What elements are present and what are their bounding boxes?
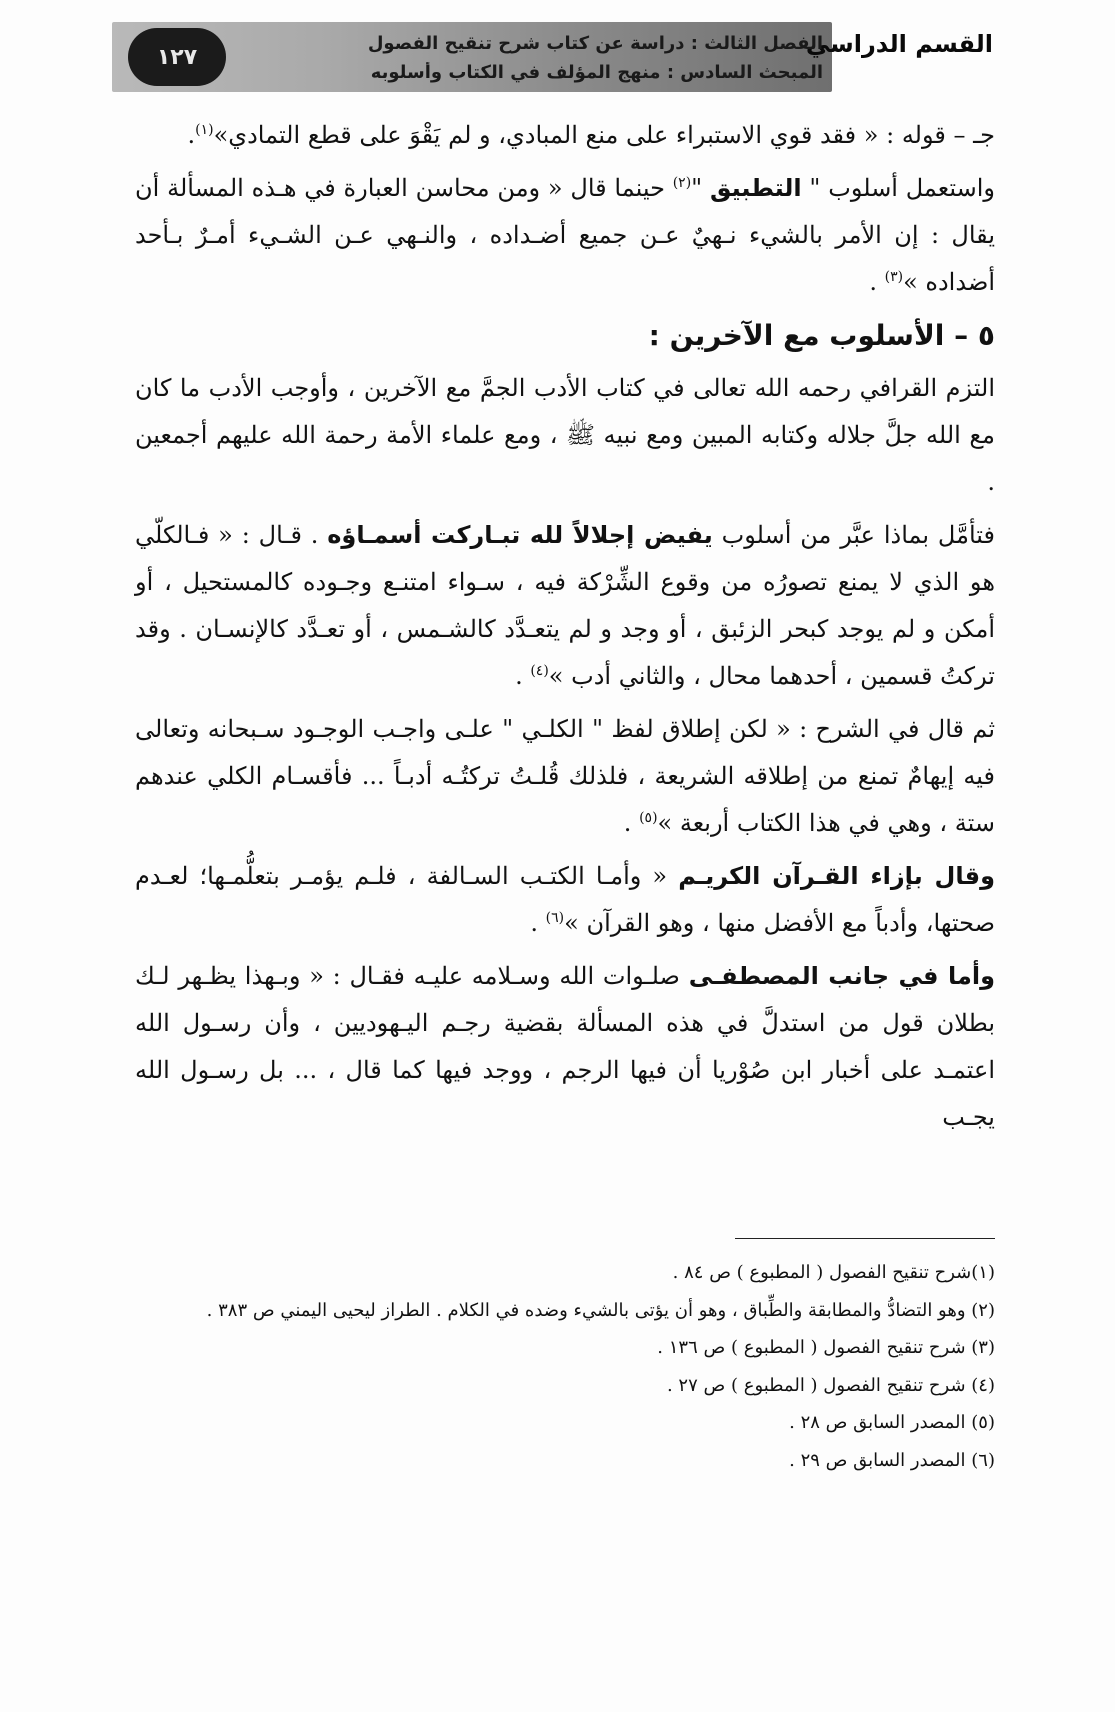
paragraph-text: واستعمل أسلوب " <box>801 174 995 202</box>
paragraph-adab <box>135 365 995 506</box>
paragraph-text: " <box>691 174 710 202</box>
paragraph-sharh <box>135 706 995 847</box>
footnote-ref: (٣) <box>884 269 904 285</box>
paragraph-text: جـ – قوله : « فقد قوي الاستبراء على منع المبادي، و لم يَقْوَ على قطع التمادي» <box>213 121 995 149</box>
paragraph-mustafa <box>135 953 995 1141</box>
bold-term: التطبيق <box>710 174 802 202</box>
paragraph-end: . <box>515 662 531 690</box>
paragraph-text: . قـال : « فـالكلّي هو الذي لا يمنع تصورُه من وقوع الشِّرْكة فيه ، سـواء امتنـع وجـوده كالمستحيل ، أو أمكن و لم يوجد كبحر الزئبق ، أو وجد و لم يتعـدَّد كالشـمس ، أو تعـدَّد كالإنسـان . وقد تركتُ قسمين ، أحدهما محال ، والثاني أدب » <box>135 521 995 690</box>
footnote: (٦) المصدر السابق ص ٢٩ . <box>789 1449 995 1471</box>
bold-phrase: يفيض إجلالاً لله تبـاركت أسمـاؤه <box>327 521 713 549</box>
footnote: (٢) وهو التضادُّ والمطابقة والطِّباق ، وهو أن يؤتى بالشيء وضده في الكلام . الطراز ليحيى اليمني ص ٣٨٣ . <box>206 1299 995 1321</box>
footnote-ref: (١) <box>195 122 214 138</box>
paragraph-text: صلـوات الله وسـلامه عليـه فقـال : « وبـهذا يظـهر لـك بطلان قول من استدلَّ في هذه المسألة بقضية رجـم اليـهوديين ، وأن رسـول الله اعتمـد على أخبار ابن صُوْريا أن فيها الرجم ، ووجد فيها كما قال ، ... بل رسـول الله يجـب <box>135 962 995 1131</box>
bold-phrase: وقال بإزاء القـرآن الكريـم <box>678 862 995 890</box>
footnote-separator <box>735 1238 995 1239</box>
footnotes <box>135 1254 995 1479</box>
paragraph-text: التزم القرافي رحمه الله تعالى في كتاب الأدب الجمَّ مع الآخرين ، وأوجب الأدب ما كان مع الله جلَّ جلاله وكتابه المبين ومع نبيه ﷺ ، ومع علماء الأمة رحمة الله عليهم أجمعين . <box>135 374 996 496</box>
footnote: (٥) المصدر السابق ص ٢٨ . <box>789 1412 995 1433</box>
footnote: (٤) شرح تنقيح الفصول ( المطبوع ) ص ٢٧ . <box>666 1374 995 1396</box>
paragraph-text: « وأمـا الكتـب السـالفة ، فلـم يؤمـر بتعلُّمـها؛ لعـدم صحتها، وأدباً مع الأفضل منها ، وهو القرآن » <box>135 862 995 937</box>
footnote-ref: (٦) <box>545 910 565 926</box>
header-subsection-title: المبحث السادس : منهج المؤلف في الكتاب وأسلوبه <box>370 62 823 83</box>
paragraph-quran <box>135 853 995 947</box>
header-section-title: القسم الدراسي <box>805 30 993 58</box>
section-heading: ٥ – الأسلوب مع الآخرين : <box>648 319 995 352</box>
paragraph-quote-c: جـ – قوله : « فقد قوي الاستبراء على منع المبادي، و لم يَقْوَ على قطع التمادي»$^{(١)}$. <box>187 121 995 149</box>
page-number: ١٢٧ <box>128 28 226 86</box>
bold-phrase: وأما في جانب المصطفـى <box>688 962 996 990</box>
footnote-ref: (٤) <box>530 663 549 679</box>
paragraph-end: . <box>623 809 640 837</box>
paragraph-text: فتأمَّل بماذا عبَّر من أسلوب <box>712 521 995 549</box>
footnote: (١)شرح تنقيح الفصول ( المطبوع ) ص ٨٤ . <box>672 1262 995 1283</box>
paragraph-tatbiq <box>135 165 995 306</box>
paragraph-kulli <box>135 512 995 700</box>
footnote-ref: (٢) <box>672 175 692 191</box>
footnote-ref: (٥) <box>639 810 658 826</box>
paragraph-text: ثم قال في الشرح : « لكن إطلاق لفظ " الكلـي " علـى واجـب الوجـود سـبحانه وتعالى فيه إيهامٌ تمنع من إطلاقه الشريعة ، فلذلك قُلـتُ تركتُـه أدبـاً ... فأقسـام الكلي عندهم ستة ، وهي في هذا الكتاب أربعة » <box>135 715 996 837</box>
main-text <box>135 112 995 1147</box>
paragraph-end: . <box>530 909 546 937</box>
footnote: (٣) شرح تنقيح الفصول ( المطبوع ) ص ١٣٦ . <box>657 1337 995 1358</box>
paragraph-end: . <box>869 268 885 296</box>
paragraph-text: حينما قال « ومن محاسن العبارة في هـذه المسألة أن يقال : إن الأمر بالشيء نـهيٌ عـن جميع أضـداده ، والنـهي عـن الشـيء أمـرٌ بـأحد أضداده » <box>135 174 995 296</box>
header-chapter-title: الفصل الثالث : دراسة عن كتاب شرح تنقيح الفصول <box>367 33 823 54</box>
